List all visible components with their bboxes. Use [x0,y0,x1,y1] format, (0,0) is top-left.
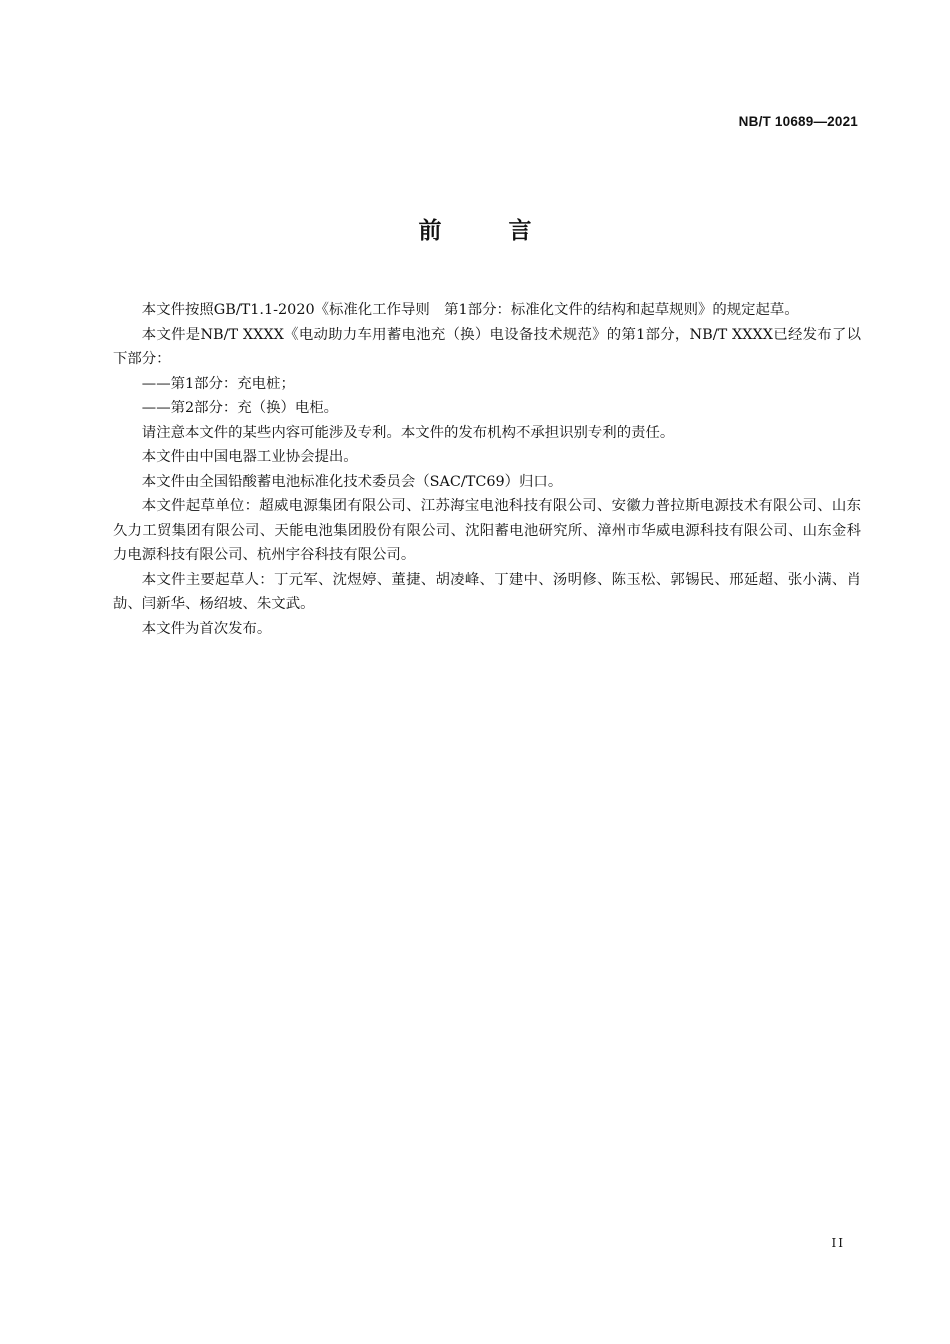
paragraph-first-release: 本文件为首次发布。 [141,620,272,637]
paragraph-drafting-rules: 本文件按照GB/T1.1-2020《标准化工作导则 第1部分：标准化文件的结构和起草规则》的规定起草。 [141,302,799,318]
paragraph-technical-committee: 本文件由全国铅酸蓄电池标准化技术委员会（SAC/TC69）归口。 [141,473,563,490]
standard-code: NB/T 10689—2021 [738,114,858,129]
paragraph-series-description: 本文件是NB/T XXXX《电动助力车用蓄电池充（换）电设备技术规范》的第1部分，NB/T XXXX已经发布了以下部分： [113,326,861,367]
foreword-body [113,298,861,641]
list-item-part-1: ——第1部分：充电桩； [141,375,295,392]
paragraph-drafters: 本文件主要起草人：丁元军、沈煜婷、董捷、胡凌峰、丁建中、汤明修、陈玉松、郭锡民、邢延超、张小满、肖劼、闫新华、杨绍坡、朱文武。 [113,571,861,612]
paragraph-proposer: 本文件由中国电器工业协会提出。 [141,449,358,465]
list-item-part-2: ——第2部分：充（换）电柜。 [141,400,339,416]
page-number: II [831,1236,845,1250]
page-title: 前 言 [418,218,554,244]
paragraph-drafting-units: 本文件起草单位：超威电源集团有限公司、江苏海宝电池科技有限公司、安徽力普拉斯电源技术有限公司、山东久力工贸集团有限公司、天能电池集团股份有限公司、沈阳蓄电池研究所、漳州市华威电源科技有限公司、山东金科力电源科技有限公司、杭州宇谷科技有限公司。 [113,498,861,563]
paragraph-patent-notice: 请注意本文件的某些内容可能涉及专利。本文件的发布机构不承担识别专利的责任。 [141,424,675,441]
